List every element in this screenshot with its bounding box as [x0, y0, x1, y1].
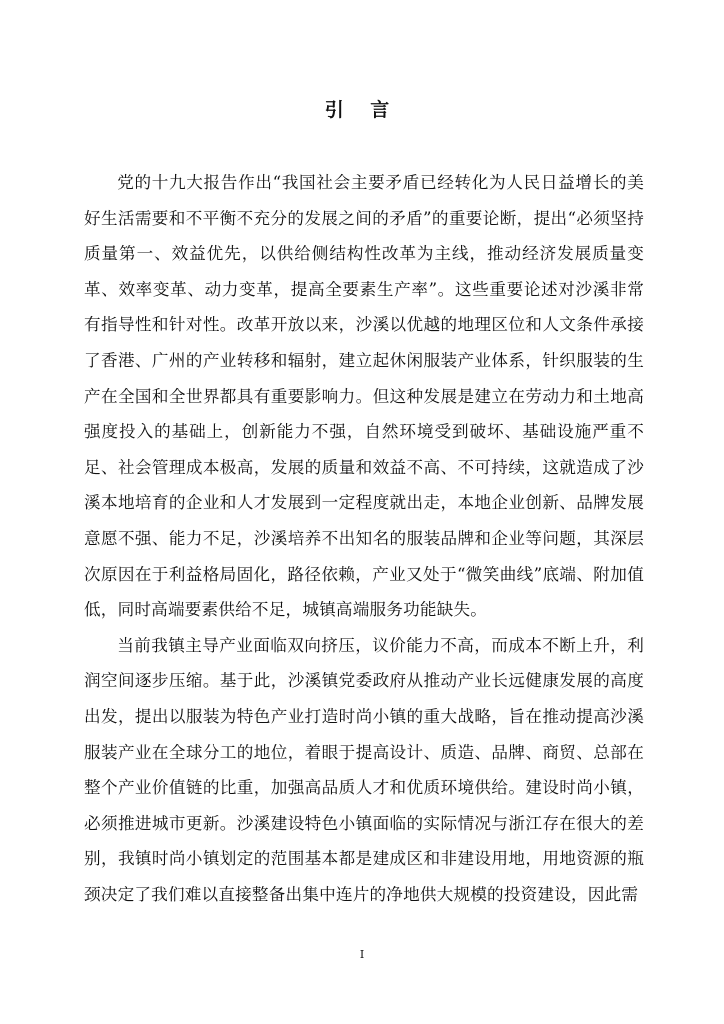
body-text — [84, 165, 644, 912]
page-number: I — [359, 948, 365, 961]
page-title: 引 言 — [324, 99, 400, 121]
paragraph-1: 党的十九大报告作出“我国社会主要矛盾已经转化为人民日益增长的美好生活需要和不平衡不充分的发展之间的矛盾”的重要论断，提出“必须坚持质量第一、效益优先，以供给侧结构性改革为主线，推动经济发展质量变革、效率变革、动力变革，提高全要素生产率”。这些重要论述对沙溪非常有指导性和针对性。改革开放以来，沙溪以优越的地理区位和人文条件承接了香港、广州的产业转移和辐射，建立起休闲服装产业体系，针织服装的生产在全国和全世界都具有重要影响力。但这种发展是建立在劳动力和土地高强度投入的基础上，创新能力不强，自然环境受到破坏、基础设施严重不足、社会管理成本极高，发展的质量和效益不高、不可持续，这就造成了沙溪本地培育的企业和人才发展到一定程度就出走，本地企业创新、品牌发展意愿不强、能力不足，沙溪培养不出知名的服装品牌和企业等问题，其深层次原因在于利益格局固化，路径依赖，产业又处于“微笑曲线”底端、附加值低，同时高端要素供给不足，城镇高端服务功能缺失。 — [84, 173, 644, 620]
paragraph-2: 当前我镇主导产业面临双向挤压，议价能力不高，而成本不断上升，利润空间逐步压缩。基于此，沙溪镇党委政府从推动产业长远健康发展的高度出发，提出以服装为特色产业打造时尚小镇的重大战略，旨在推动提高沙溪服装产业在全球分工的地位，着眼于提高设计、质造、品牌、商贸、总部在整个产业价值链的比重，加强高品质人才和优质环境供给。建设时尚小镇，必须推进城市更新。沙溪建设特色小镇面临的实际情况与浙江存在很大的差别，我镇时尚小镇划定的范围基本都是建成区和非建设用地，用地资源的瓶颈决定了我们难以直接整备出集中连片的净地供大规模的投资建设，因此需 — [84, 635, 644, 904]
